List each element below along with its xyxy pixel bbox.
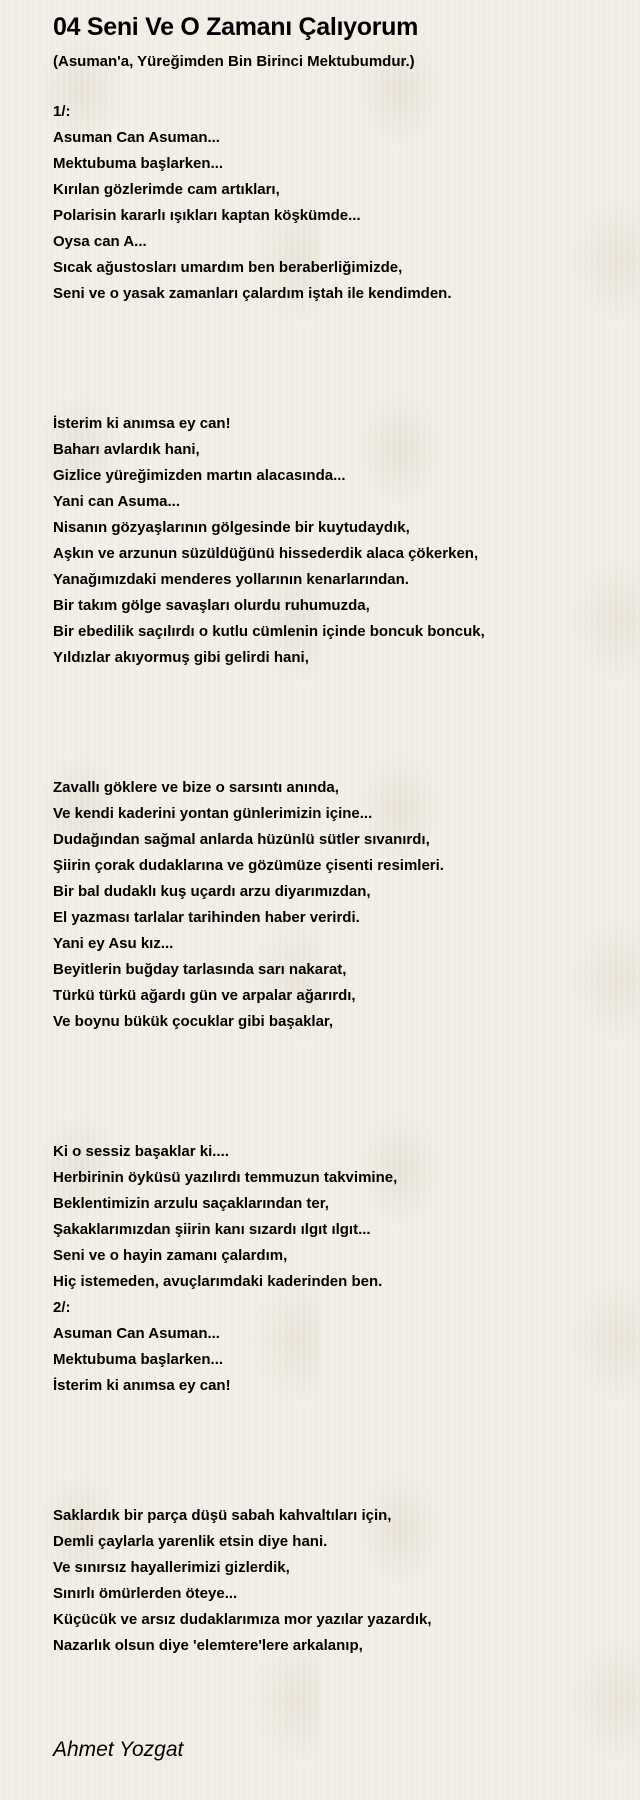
poem-line: İsterim ki anımsa ey can! (53, 415, 231, 432)
poem-line: Hiç istemeden, avuçlarımdaki kaderinden ben. (53, 1273, 383, 1290)
poem-line: Aşkın ve arzunun süzüldüğünü hissederdik alaca çökerken, (53, 545, 479, 562)
stanza (53, 1503, 640, 1659)
poem-line: Şiirin çorak dudaklarına ve gözümüze çisenti resimleri. (53, 857, 444, 874)
poem-line: Ve sınırsız hayallerimizi gizlerdik, (53, 1559, 290, 1576)
poem-line: Küçücük ve arsız dudaklarımıza mor yazılar yazardık, (53, 1611, 432, 1628)
stanza-gap (53, 1399, 640, 1503)
poem-line: Seni ve o hayin zamanı çalardım, (53, 1247, 288, 1264)
poem-line: Mektubuma başlarken... (53, 155, 224, 172)
poem-line: Ve boynu bükük çocuklar gibi başaklar, (53, 1013, 334, 1030)
poem-line: Sınırlı ömürlerden öteye... (53, 1585, 238, 1602)
poem-line: Demli çaylarla yarenlik etsin diye hani. (53, 1533, 328, 1550)
poem-line: Yani can Asuma... (53, 493, 180, 510)
poem-subtitle: (Asuman'a, Yüreğimden Bin Birinci Mektubumdur.) (53, 53, 415, 70)
poem-line: Dudağından sağmal anlarda hüzünlü sütler sıvanırdı, (53, 831, 430, 848)
poem-line: Ki o sessiz başaklar ki.... (53, 1143, 229, 1160)
poem-line: Yıldızlar akıyormuş gibi gelirdi hani, (53, 649, 309, 666)
poem-line: Mektubuma başlarken... (53, 1351, 224, 1368)
poem-line: Zavallı göklere ve bize o sarsıntı anında, (53, 779, 339, 796)
poem-line: Sıcak ağustosları umardım ben beraberliğimizde, (53, 259, 403, 276)
poem-line: Saklardık bir parça düşü sabah kahvaltıları için, (53, 1507, 392, 1524)
poem-line: Nazarlık olsun diye 'elemtere'lere arkalanıp, (53, 1637, 363, 1654)
poem-line: 2/: (53, 1299, 71, 1316)
author-signature: Ahmet Yozgat (53, 1738, 184, 1761)
poem-line: El yazması tarlalar tarihinden haber verirdi. (53, 909, 360, 926)
poem-body (53, 99, 640, 1659)
poem-line: Seni ve o yasak zamanları çalardım iştah ile kendimden. (53, 285, 452, 302)
stanza (53, 1139, 640, 1399)
poem-line: Beyitlerin buğday tarlasında sarı nakarat, (53, 961, 347, 978)
poem-line: 1/: (53, 103, 71, 120)
poem-line: Baharı avlardık hani, (53, 441, 200, 458)
stanza-gap (53, 1035, 640, 1139)
stanza (53, 411, 640, 671)
poem-line: Yanağımızdaki menderes yollarının kenarlarından. (53, 571, 409, 588)
poem-title: 04 Seni Ve O Zamanı Çalıyorum (53, 13, 419, 41)
poem-line: Herbirinin öyküsü yazılırdı temmuzun takvimine, (53, 1169, 398, 1186)
stanza-gap (53, 671, 640, 775)
poem-line: Nisanın gözyaşlarının gölgesinde bir kuytudaydık, (53, 519, 410, 536)
stanza-gap (53, 307, 640, 411)
poem-line: Yani ey Asu kız... (53, 935, 174, 952)
poem-line: Asuman Can Asuman... (53, 1325, 220, 1342)
poem-line: Polarisin kararlı ışıkları kaptan köşkümde... (53, 207, 361, 224)
poem-line: Bir ebedilik saçılırdı o kutlu cümlenin içinde boncuk boncuk, (53, 623, 485, 640)
poem-line: Beklentimizin arzulu saçaklarından ter, (53, 1195, 329, 1212)
poem-line: Şakaklarımızdan şiirin kanı sızardı ılgıt ılgıt... (53, 1221, 371, 1238)
poem-line: Oysa can A... (53, 233, 147, 250)
poem-line: Ve kendi kaderini yontan günlerimizin içine... (53, 805, 373, 822)
poem-line: Asuman Can Asuman... (53, 129, 220, 146)
stanza (53, 775, 640, 1035)
poem-line: Türkü türkü ağardı gün ve arpalar ağarırdı, (53, 987, 356, 1004)
poem-line: Bir takım gölge savaşları olurdu ruhumuzda, (53, 597, 370, 614)
poem-line: Bir bal dudaklı kuş uçardı arzu diyarımızdan, (53, 883, 371, 900)
poem-line: Kırılan gözlerimde cam artıkları, (53, 181, 280, 198)
poem-line: İsterim ki anımsa ey can! (53, 1377, 231, 1394)
poem-line: Gizlice yüreğimizden martın alacasında... (53, 467, 346, 484)
stanza (53, 99, 640, 307)
